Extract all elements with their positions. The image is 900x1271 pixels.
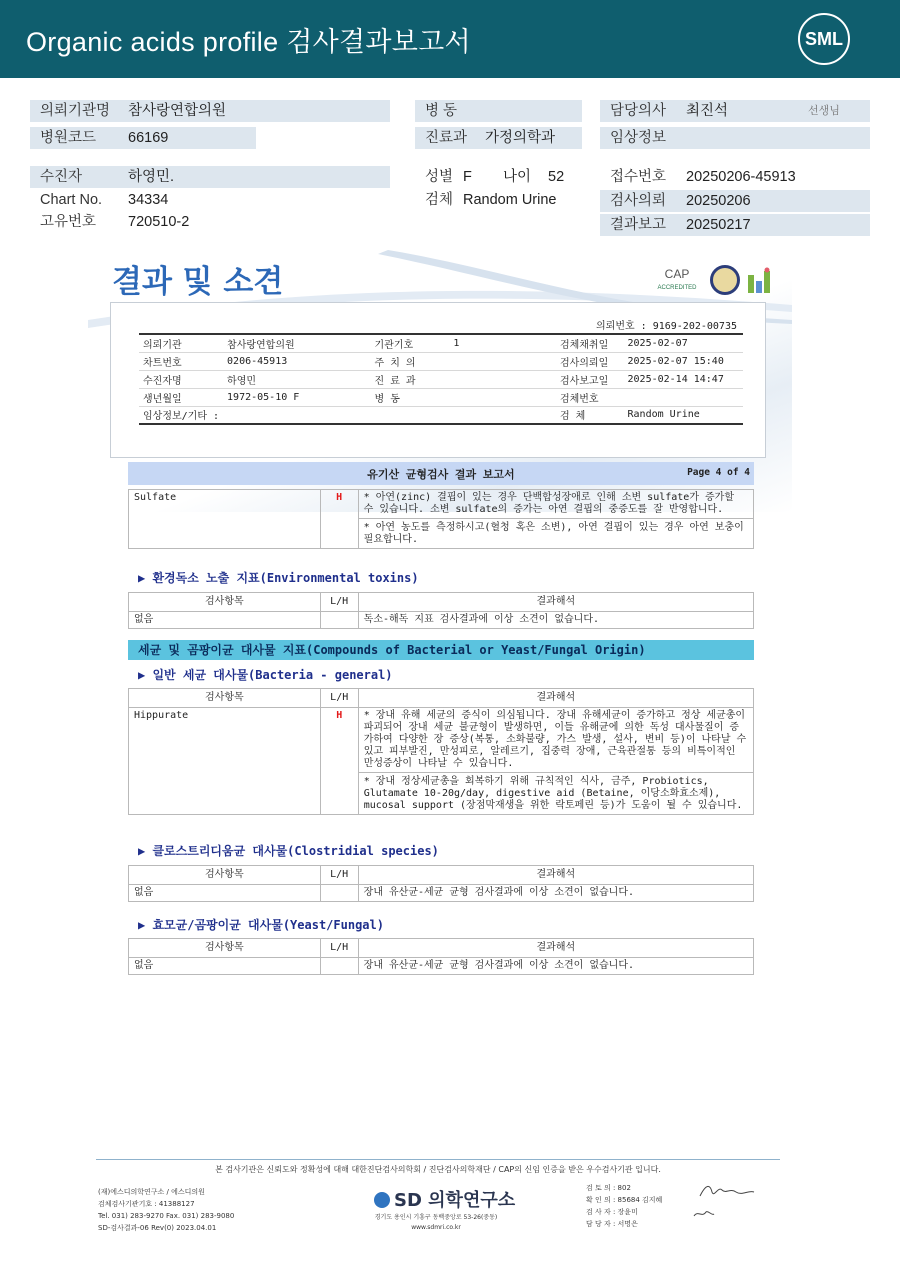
page-indicator: Page 4 of 4	[687, 467, 750, 478]
flag	[320, 958, 358, 975]
lab-logo-icon	[746, 267, 772, 295]
header-lh: L/H	[320, 939, 358, 958]
summary-value	[449, 388, 556, 406]
summary-label: 임상정보/기타 :	[139, 406, 223, 424]
flag: H	[320, 708, 358, 815]
sex-age-row	[415, 166, 595, 188]
chart-label: Chart No.	[40, 192, 103, 208]
summary-label: 검사의뢰일	[556, 352, 624, 370]
summary-label: 생년월일	[139, 388, 223, 406]
patient-value: 하영민.	[128, 169, 175, 185]
interpretation: 독소-해독 지표 검사결과에 이상 소견이 없습니다.	[358, 612, 753, 629]
unique-row	[30, 211, 390, 233]
interpretation	[358, 708, 753, 815]
interpretation: 장내 유산균-세균 균형 검사결과에 이상 소견이 없습니다.	[358, 958, 753, 975]
sulfate-table	[128, 489, 754, 549]
specimen-value: Random Urine	[463, 192, 557, 208]
summary-value: 참사랑연합의원	[223, 334, 370, 352]
summary-row	[139, 334, 743, 352]
department-value: 가정의학과	[485, 130, 556, 146]
footer-org-info	[98, 1186, 234, 1234]
table-header	[129, 939, 754, 958]
summary-label: 주 치 의	[371, 352, 450, 370]
summary-label: 수진자명	[139, 370, 223, 388]
sd-brand-logo	[374, 1186, 515, 1212]
summary-row	[139, 388, 743, 406]
chart-row	[30, 189, 390, 211]
summary-value: Random Urine	[624, 406, 743, 424]
requesting-org-row	[30, 100, 390, 122]
seal-icon	[710, 265, 740, 295]
header-lh: L/H	[320, 866, 358, 885]
report-bar-title: 유기산 균형검사 결과 보고서	[367, 468, 515, 481]
doctor-value: 최진석	[686, 103, 729, 119]
summary-label: 검체번호	[556, 388, 624, 406]
header-item: 검사항목	[129, 689, 321, 708]
environmental-table	[128, 592, 754, 629]
summary-label: 진 료 과	[371, 370, 450, 388]
age-value: 52	[548, 169, 565, 185]
report-heading: 결과 및 소견	[112, 264, 284, 300]
hospital-code-row	[30, 127, 256, 149]
report-summary-box	[110, 302, 766, 458]
section-bacteria-general: ▶ 일반 세균 대사물(Bacteria - general)	[138, 668, 393, 682]
age-label: 나이	[503, 169, 532, 185]
hospital-code-label: 병원코드	[40, 130, 97, 146]
header-lh: L/H	[320, 593, 358, 612]
address: 경기도 용인시 기흥구 동백중앙로 53-26(중동)	[374, 1214, 498, 1221]
summary-label: 병 동	[371, 388, 450, 406]
summary-table	[139, 333, 743, 425]
header-item: 검사항목	[129, 593, 321, 612]
signer-line: 검 사 자 : 장윤미	[586, 1208, 638, 1216]
bacteria-general-table	[128, 688, 754, 815]
ward-row	[415, 100, 582, 122]
receipt-row	[600, 166, 870, 188]
sd-logo-icon	[374, 1192, 390, 1208]
table-row	[129, 708, 754, 815]
interpretation	[358, 490, 753, 549]
header-lh: L/H	[320, 689, 358, 708]
doctor-row	[600, 100, 870, 122]
department-label: 진료과	[425, 130, 468, 146]
footer-divider	[96, 1159, 780, 1160]
requesting-org-value: 참사랑연합의원	[128, 103, 227, 119]
request-value: 20250206	[686, 193, 751, 209]
item-name: Hippurate	[129, 708, 321, 815]
summary-label	[371, 406, 450, 424]
summary-row	[139, 406, 743, 424]
header-item: 검사항목	[129, 939, 321, 958]
item-name: Sulfate	[129, 490, 321, 549]
signer-line: 검 토 의 : 802	[586, 1184, 631, 1192]
org-tel: Tel. 031) 283-9270 Fax. 031) 283-9080	[98, 1212, 235, 1220]
table-row	[129, 885, 754, 902]
note: * 아연 농도를 측정하시고(혈청 혹은 소변), 아연 결핍이 있는 경우 아연 보충이 필요합니다.	[359, 518, 753, 546]
certification-logos	[648, 265, 788, 297]
table-header	[129, 866, 754, 885]
result-value: 20250217	[686, 217, 751, 233]
section-clostridial: ▶ 클로스트리디움균 대사물(Clostridial species)	[138, 844, 439, 858]
website-link[interactable]: www.sdmri.co.kr	[411, 1224, 461, 1231]
summary-value	[449, 406, 556, 424]
summary-label: 검사보고일	[556, 370, 624, 388]
summary-value: 2025-02-14 14:47	[624, 370, 743, 388]
note: * 아연(zinc) 결핍이 있는 경우 단백합성장애로 인해 소변 sulfate가 증가할 수 있습니다. 소변 sulfate의 증가는 아연 결핍의 중증도를 잘 반영합니다.	[363, 492, 734, 515]
requesting-org-label: 의뢰기관명	[40, 103, 111, 119]
request-row	[600, 190, 870, 212]
header-interp: 결과해석	[358, 689, 753, 708]
receipt-value: 20250206-45913	[686, 169, 796, 185]
department-row	[415, 127, 582, 149]
header-interp: 결과해석	[358, 939, 753, 958]
item-name: 없음	[129, 958, 321, 975]
cap-sub-label: ACCREDITED	[657, 285, 697, 291]
doctor-suffix: 선생님	[808, 105, 840, 117]
cap-logo	[648, 267, 706, 295]
chart-value: 34334	[128, 192, 169, 208]
signature-small-image	[692, 1208, 716, 1220]
brand-name: SD 의학연구소	[394, 1190, 516, 1211]
item-name: 없음	[129, 612, 321, 629]
header-item: 검사항목	[129, 866, 321, 885]
section-environmental: ▶ 환경독소 노출 지표(Environmental toxins)	[138, 571, 419, 585]
item-name: 없음	[129, 885, 321, 902]
doctor-label: 담당의사	[610, 103, 667, 119]
form-revision: SD-검사결과-06 Rev(0) 2023.04.01	[98, 1224, 217, 1232]
table-header	[129, 593, 754, 612]
table-row	[129, 612, 754, 629]
accreditation-notice: 본 검사기관은 신뢰도와 정확성에 대해 대한진단검사의학회 / 진단검사의학재단 / CAP의 신임 인증을 받은 우수검사기관 입니다.	[215, 1165, 661, 1174]
specimen-row	[415, 189, 595, 211]
clostridial-table	[128, 865, 754, 902]
summary-label: 차트번호	[139, 352, 223, 370]
note: * 장내 정상세균총을 회복하기 위해 규칙적인 식사, 금주, Probiotics, Glutamate 10-20g/day, digestive aid (Betaine, 이당소화효소제), mucosal support (장점막재생을 위한 락토페린 등)가 도움이 될 수 있습니다.	[359, 772, 753, 812]
summary-value	[449, 370, 556, 388]
footer-address	[336, 1213, 536, 1233]
flag	[320, 885, 358, 902]
summary-value: 1972-05-10 F	[223, 388, 370, 406]
clinical-info-row	[600, 127, 870, 149]
table-header	[129, 689, 754, 708]
summary-value: 하영민	[223, 370, 370, 388]
summary-value	[624, 388, 743, 406]
summary-label: 검체채취일	[556, 334, 624, 352]
yeast-fungal-table	[128, 938, 754, 975]
header-interp: 결과해석	[358, 593, 753, 612]
table-row	[129, 958, 754, 975]
summary-value: 2025-02-07	[624, 334, 743, 352]
patient-label: 수진자	[40, 169, 83, 185]
summary-value: 2025-02-07 15:40	[624, 352, 743, 370]
footer	[96, 1156, 780, 1256]
org-code: 검체검사기관기호 : 41388127	[98, 1200, 195, 1208]
summary-value: 1	[449, 334, 556, 352]
org-name: (재)에스디의학연구소 / 에스디의원	[98, 1188, 205, 1196]
sex-label: 성별	[425, 169, 454, 185]
section-yeast-fungal: ▶ 효모균/곰팡이균 대사물(Yeast/Fungal)	[138, 918, 384, 932]
section-bacterial-fungal: 세균 및 곰팡이균 대사물 지표(Compounds of Bacterial or Yeast/Fungal Origin)	[128, 640, 754, 660]
signers	[586, 1182, 662, 1230]
patient-row	[30, 166, 390, 188]
summary-label: 기관기호	[371, 334, 450, 352]
summary-row	[139, 352, 743, 370]
note: * 장내 유해 세균의 증식이 의심됩니다. 장내 유해세균이 증가하고 정상 세균총이 파괴되어 장내 세균 불균형이 발생하면, 이들 유해균에 의한 독성 대사물질이 증가하여 다양한 장 증상(복통, 소화불량, 가스 발생, 설사, 변비 등)이 나타날 수 있고 피부발진, 만성피로, 알레르기, 집중력 장애, 근육관절통 등의 비특이적인 만성증상이 나타날 수 있습니다.	[363, 710, 747, 769]
request-number: 의뢰번호 : 9169-202-00735	[596, 321, 737, 332]
ward-label: 병 동	[425, 103, 458, 119]
unique-label: 고유번호	[40, 214, 97, 230]
signer-line: 확 인 의 : 85684 김지혜	[586, 1196, 663, 1204]
sml-logo: SML	[798, 13, 850, 65]
request-label: 검사의뢰	[610, 193, 667, 209]
result-label: 결과보고	[610, 217, 667, 233]
receipt-label: 접수번호	[610, 169, 667, 185]
flag	[320, 612, 358, 629]
result-row	[600, 214, 870, 236]
sex-value: F	[463, 169, 472, 185]
summary-label: 의뢰기관	[139, 334, 223, 352]
cap-label: CAP	[664, 267, 690, 281]
summary-value	[223, 406, 370, 424]
summary-value: 0206-45913	[223, 352, 370, 370]
summary-row	[139, 370, 743, 388]
hospital-code-value: 66169	[128, 130, 169, 146]
interpretation: 장내 유산균-세균 균형 검사결과에 이상 소견이 없습니다.	[358, 885, 753, 902]
unique-value: 720510-2	[128, 214, 190, 230]
report-title: Organic acids profile 검사결과보고서	[26, 27, 471, 57]
summary-label: 검 체	[556, 406, 624, 424]
report-title-bar	[128, 462, 754, 485]
header-bar	[0, 0, 900, 78]
signature-image	[696, 1180, 756, 1202]
flag: H	[320, 490, 358, 549]
table-row	[129, 490, 754, 549]
signer-line: 담 당 자 : 서명은	[586, 1220, 638, 1228]
summary-value	[449, 352, 556, 370]
header-interp: 결과해석	[358, 866, 753, 885]
specimen-label: 검체	[425, 192, 454, 208]
clinical-info-label: 임상정보	[610, 130, 667, 146]
